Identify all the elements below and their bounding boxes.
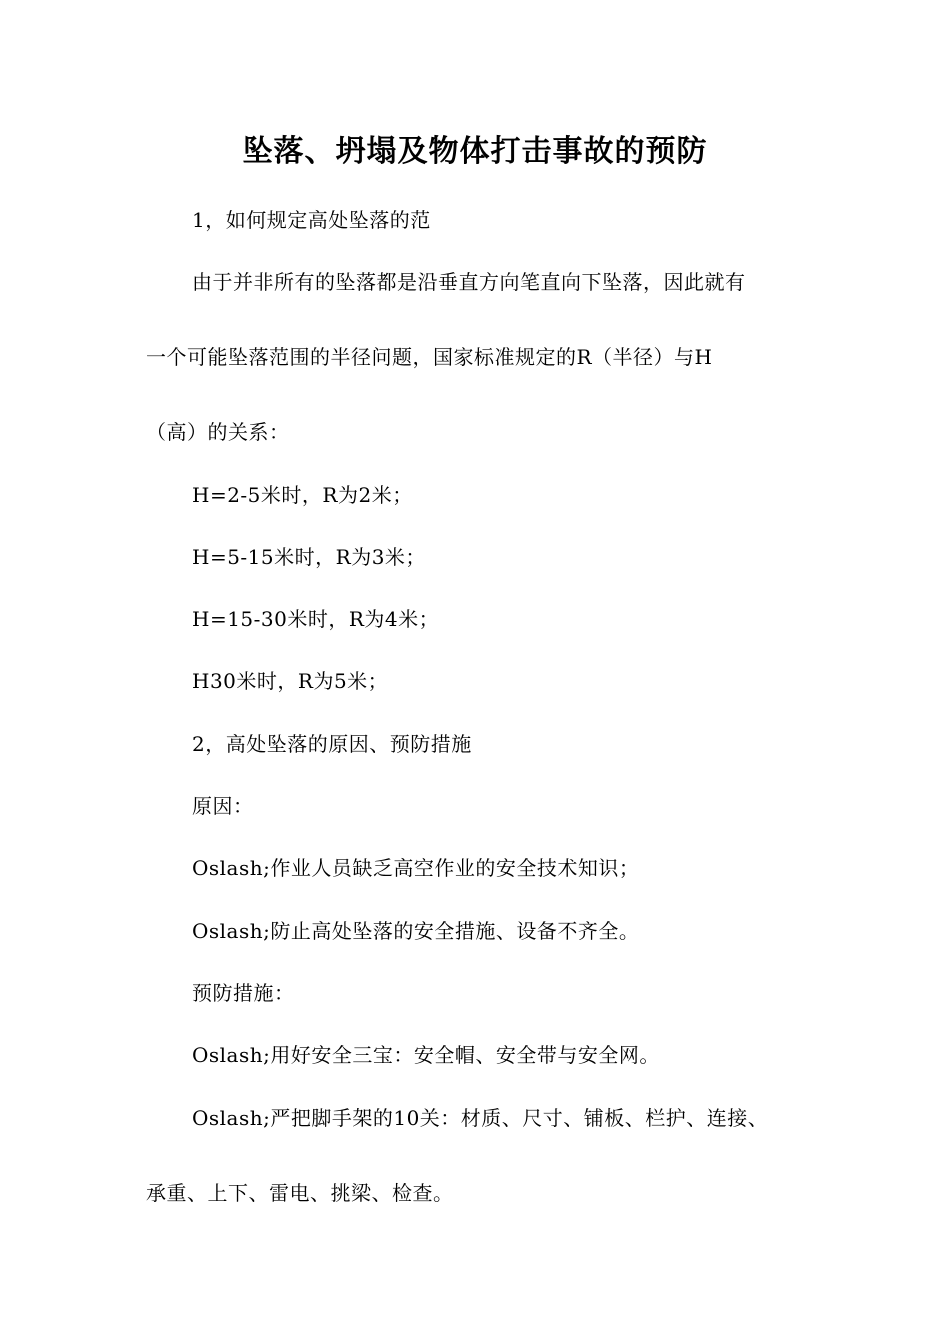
list-item: Oslash;用好安全三宝：安全帽、安全带与安全网。 bbox=[192, 1043, 660, 1067]
list-item: Oslash;严把脚手架的10关：材质、尺寸、铺板、栏护、连接、 bbox=[192, 1106, 769, 1130]
list-item: Oslash;防止高处坠落的安全措施、设备不齐全。 bbox=[192, 919, 640, 943]
list-item: H=15-30米时，R为4米； bbox=[192, 607, 440, 631]
paragraph-line: 由于并非所有的坠落都是沿垂直方向笔直向下坠落，因此就有 bbox=[192, 270, 746, 294]
paragraph-line: 承重、上下、雷电、挑梁、检查。 bbox=[146, 1181, 454, 1205]
list-item: H30米时，R为5米； bbox=[192, 669, 389, 693]
subheading-measures: 预防措施： bbox=[192, 981, 295, 1005]
paragraph-line: （高）的关系： bbox=[146, 420, 290, 444]
document-title: 坠落、坍塌及物体打击事故的预防 bbox=[242, 134, 708, 169]
subheading-causes: 原因： bbox=[192, 794, 254, 818]
section-heading-1: 1，如何规定高处坠落的范 bbox=[192, 208, 431, 232]
section-heading-2: 2，高处坠落的原因、预防措施 bbox=[192, 732, 472, 756]
list-item: H=2-5米时，R为2米； bbox=[192, 483, 413, 507]
list-item: H=5-15米时，R为3米； bbox=[192, 545, 426, 569]
paragraph-line: 一个可能坠落范围的半径问题，国家标准规定的R（半径）与H bbox=[146, 345, 713, 369]
list-item: Oslash;作业人员缺乏高空作业的安全技术知识； bbox=[192, 856, 640, 880]
